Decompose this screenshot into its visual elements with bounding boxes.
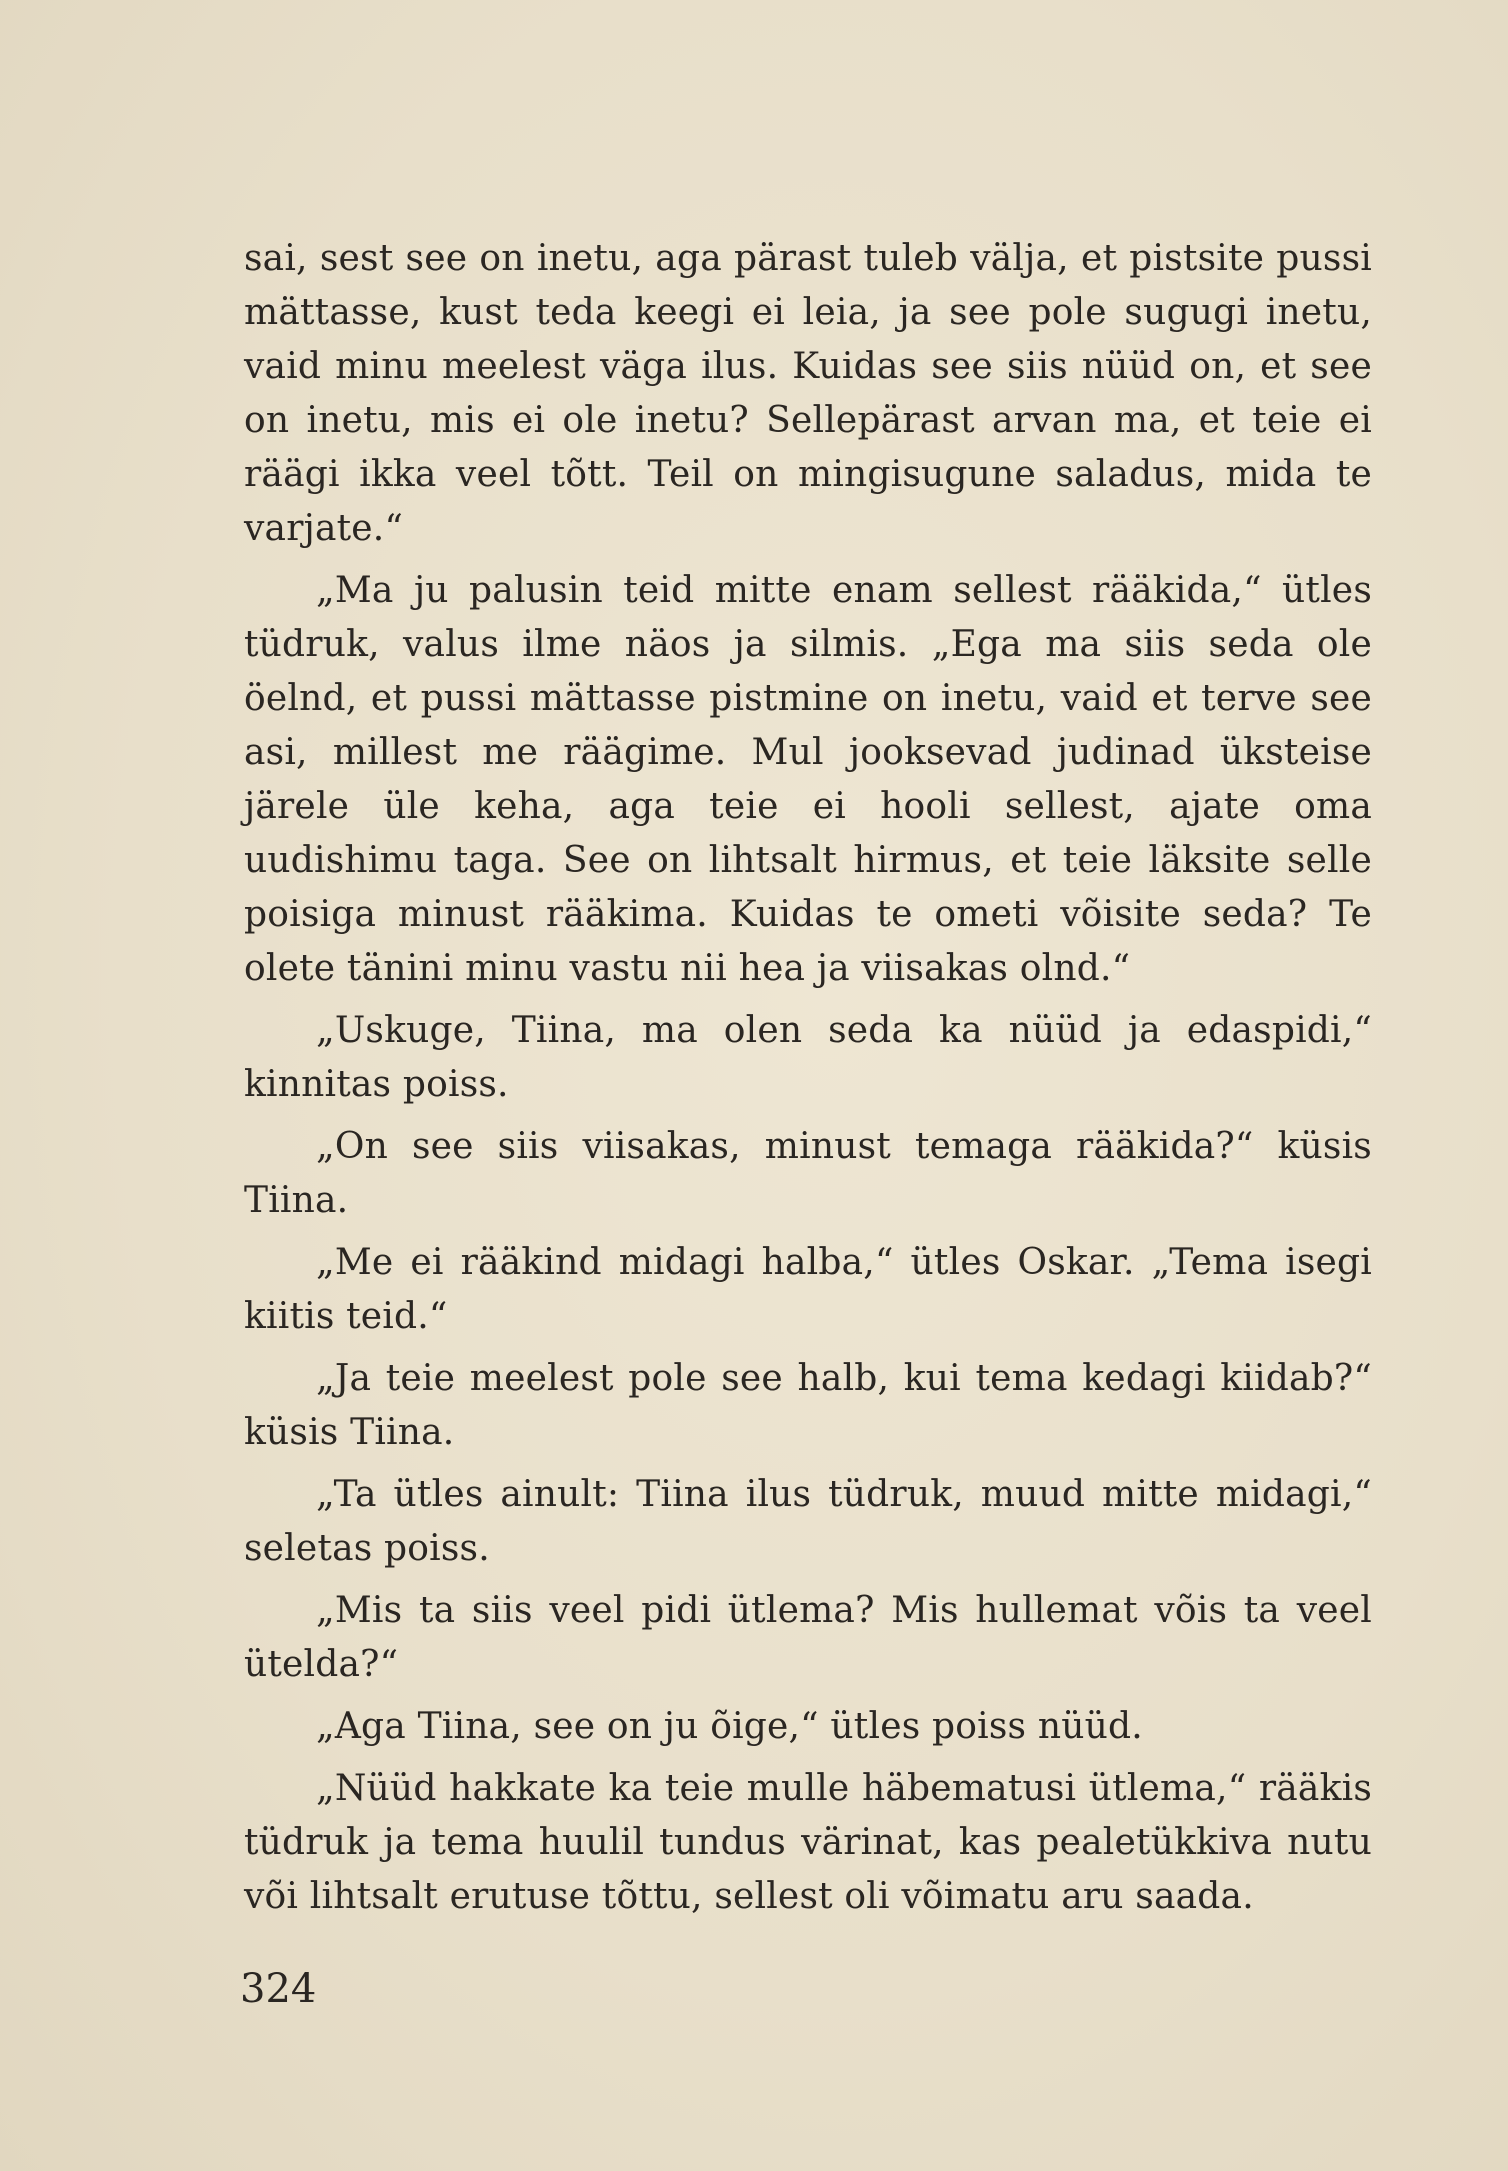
paragraph: „Uskuge, Tiina, ma olen seda ka nüüd ja edaspidi,“ kinnitas poiss.: [244, 1010, 1372, 1105]
body-text: [244, 232, 1372, 1932]
paragraph: „Nüüd hakkate ka teie mulle häbematusi ütlema,“ rääkis tüdruk ja tema huulil tundus värinat, kas pealetükkiva nutu või lihtsalt erutuse tõttu, sellest oli võimatu aru saada.: [244, 1768, 1372, 1917]
paragraph: „Mis ta siis veel pidi ütlema? Mis hullemat võis ta veel ütelda?“: [244, 1590, 1372, 1685]
paragraph: „Ja teie meelest pole see halb, kui tema kedagi kiidab?“ küsis Tiina.: [244, 1358, 1372, 1453]
paragraph: „On see siis viisakas, minust temaga rääkida?“ küsis Tiina.: [244, 1126, 1372, 1221]
paragraph: „Ma ju palusin teid mitte enam sellest rääkida,“ ütles tüdruk, valus ilme näos ja silmis. „Ega ma siis seda ole öelnd, et pussi mättasse pistmine on inetu, vaid et terve see asi, millest me räägime. Mul jooksevad judinad üksteise järele üle keha, aga teie ei hooli sellest, ajate oma uudishimu taga. See on lihtsalt hirmus, et teie läksite selle poisiga minust rääkima. Kuidas te ometi võisite seda? Te olete tänini minu vastu nii hea ja viisakas olnd.“: [244, 570, 1372, 989]
paragraph: „Me ei rääkind midagi halba,“ ütles Oskar. „Tema isegi kiitis teid.“: [244, 1242, 1372, 1337]
page-number: 324: [240, 1966, 317, 2012]
paragraph: „Ta ütles ainult: Tiina ilus tüdruk, muud mitte midagi,“ seletas poiss.: [244, 1474, 1372, 1569]
paragraph: sai, sest see on inetu, aga pärast tuleb välja, et pistsite pussi mättasse, kust teda keegi ei leia, ja see pole sugugi inetu, vaid minu meelest väga ilus. Kuidas see siis nüüd on, et see on inetu, mis ei ole inetu? Sellepärast arvan ma, et teie ei räägi ikka veel tõtt. Teil on mingisugune saladus, mida te varjate.“: [244, 238, 1372, 549]
paragraph: „Aga Tiina, see on ju õige,“ ütles poiss nüüd.: [316, 1706, 1143, 1747]
